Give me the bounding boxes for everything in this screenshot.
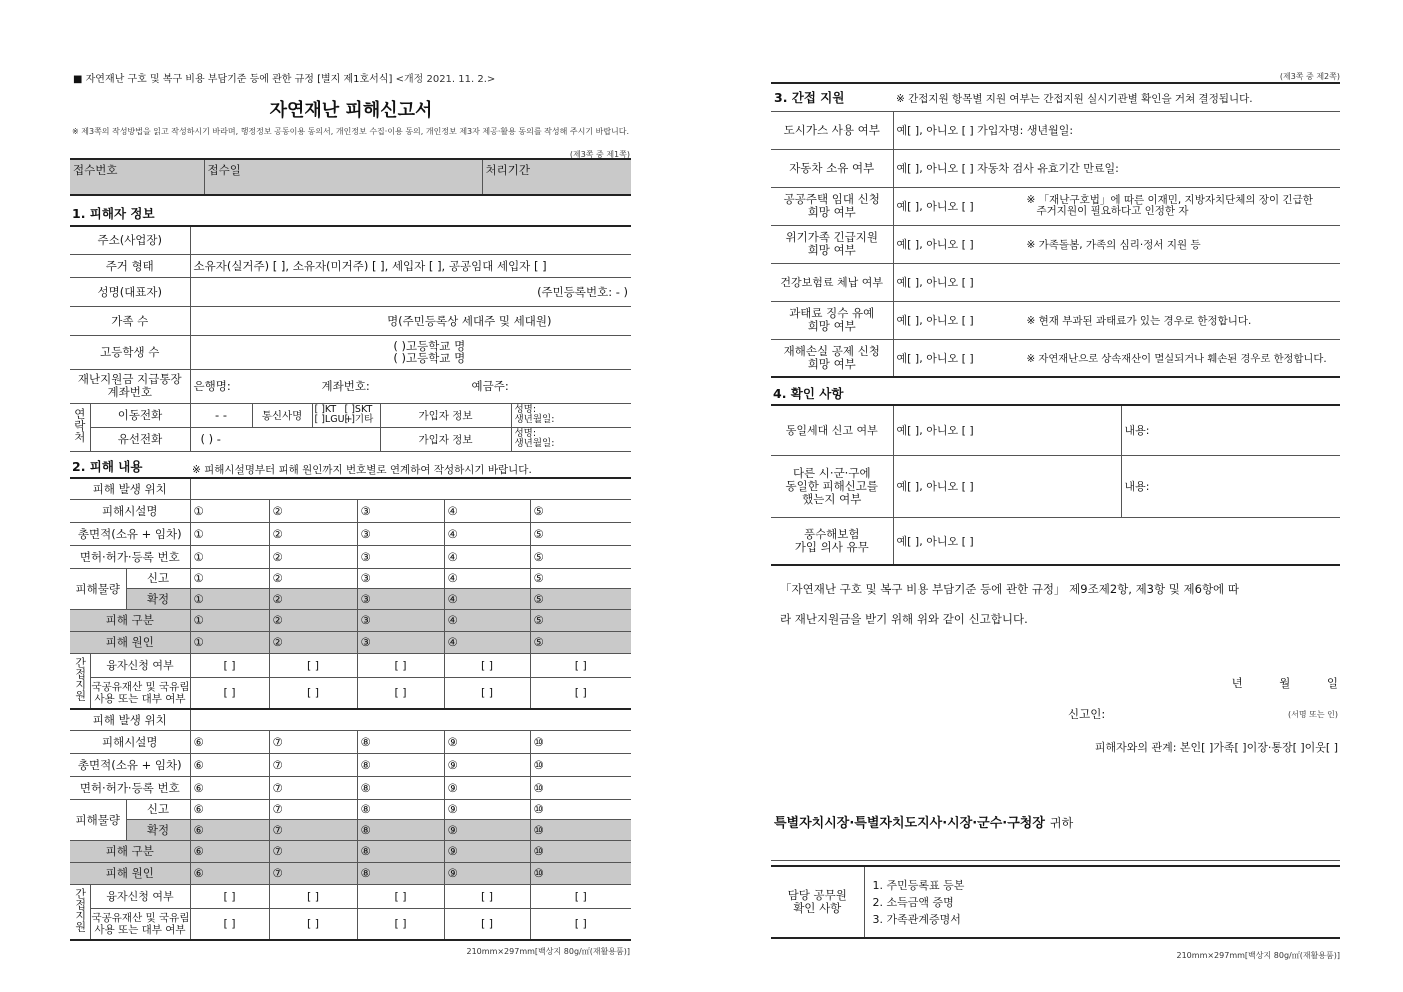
other-region-yn[interactable]: 예[ ], 아니오 [ ] [893,455,1121,517]
applicant-label: 신고인: [1068,707,1106,721]
crisis-label-1: 위기가족 긴급지원 [785,230,879,244]
loan-checkbox[interactable]: [ ] [357,653,444,677]
carrier-kt[interactable]: [ ]KT [314,404,337,415]
category-row-b-cell[interactable]: ⑦ [269,840,357,862]
mobile-field[interactable]: - - [190,403,252,427]
receipt-number[interactable]: 접수번호 [70,159,204,195]
page-number: (제3쪽 중 제1쪽) [569,150,630,159]
state-label-2: 사용 또는 대부 여부 [94,692,186,705]
qty-confirm-cell[interactable]: ⑥ [190,819,269,840]
family-label: 가족 수 [70,306,190,335]
license-row-b-cell[interactable]: ⑧ [357,776,444,799]
area-row-a-cell[interactable]: ① [190,522,269,545]
housing-note [1027,195,1313,217]
state-property-checkbox[interactable]: [ ] [530,677,631,709]
loan-row-b [70,884,631,908]
gas-label: 도시가스 사용 여부 [771,111,893,149]
category-row-a-cell[interactable]: ① [190,609,269,631]
facility-row-b-cell[interactable]: ⑧ [357,730,444,753]
mobile-label: 이동전화 [90,403,190,427]
area-row-a-cell[interactable]: ⑤ [530,522,631,545]
deduct-field[interactable] [893,339,1340,377]
subscriber-info-label: 가입자 정보 [380,403,511,427]
license-row-a-label: 면허·허가·등록 번호 [70,545,190,568]
loan-row-a [70,653,631,677]
deduct-label-2: 희망 여부 [807,356,856,371]
fine-field[interactable] [893,301,1340,339]
area-row-a-cell[interactable]: ② [269,522,357,545]
qty-report-cell[interactable]: ⑧ [357,799,444,819]
address-field[interactable] [190,226,631,254]
license-row-b-cell[interactable]: ⑦ [269,776,357,799]
state-label-1: 국공유재산 및 국유림 [91,680,190,693]
rrn-field[interactable]: (주민등록번호: - ) [190,277,631,306]
qty-confirm-cell[interactable]: ⑦ [269,819,357,840]
qty-report-cell[interactable]: ④ [444,568,530,588]
state-property-row-b [70,908,631,940]
cause-row-a-label: 피해 원인 [70,631,190,653]
landline-label: 유선전화 [90,427,190,451]
license-row-a-cell[interactable]: ④ [444,545,530,568]
subscriber-info-field-2[interactable] [511,427,631,451]
qty-report-cell[interactable]: ② [269,568,357,588]
category-row-b-cell[interactable]: ⑨ [444,840,530,862]
qty-confirm-cell[interactable]: ③ [357,588,444,609]
subscriber-birth: 생년월일: [514,414,555,425]
section-3-note: ※ 간접지원 항목별 지원 여부는 간접지원 실시기관별 확인을 거쳐 결정됩니다. [896,93,1253,106]
facility-row-a-label: 피해시설명 [70,499,190,522]
addressee [774,812,1073,831]
category-row-a-label: 피해 구분 [70,609,190,631]
relation-field[interactable]: 피해자와의 관계: 본인[ ]가족[ ]이장·통장[ ]이웃[ ] [1094,741,1338,754]
qty-report-cell[interactable]: ⑥ [190,799,269,819]
facility-row-b-cell[interactable]: ⑥ [190,730,269,753]
loan-checkbox[interactable]: [ ] [444,653,530,677]
form-ref-text: ■ 자연재난 구호 및 복구 비용 부담기준 등에 관한 규정 [별지 제1호서식] [73,74,393,85]
confirmation-table [771,404,1340,566]
contact-label [70,403,90,451]
housing-label-1: 공공주택 임대 신청 [783,192,880,206]
right-footer: 210mm×297mm[백상지 80g/㎡(재활용품)] [1176,951,1340,960]
contact-label-text: 연락처 [72,408,87,443]
deduct-note: ※ 자연재난으로 상속재산이 멸실되거나 훼손된 경우로 한정합니다. [1026,352,1327,365]
signing-date[interactable]: 년 월 일 [1231,676,1338,690]
category-row-a-cell[interactable]: ⑤ [530,609,631,631]
location-label: 피해 발생 위치 [70,709,190,730]
state-property-label [90,908,190,940]
indirect-label-text: 간접지원 [73,657,87,702]
loan-checkbox[interactable]: [ ] [190,653,269,677]
same-household-content[interactable]: 내용: [1121,405,1340,455]
crisis-note: ※ 가족돌봄, 가족의 심리·정서 지원 등 [1026,239,1201,251]
qty-report-cell[interactable]: ⑦ [269,799,357,819]
section-2-title: 2. 피해 내용 [72,459,143,474]
highschool-line-2: ( )고등학교 명 [393,351,466,365]
crisis-label [771,225,893,263]
carrier-label: 통신사명 [252,403,312,427]
category-row-a-cell[interactable]: ② [269,609,357,631]
carrier-etc[interactable]: [ ]기타 [344,414,374,425]
victim-info-table [70,225,631,452]
insurance-label [771,517,893,565]
state-label-2: 사용 또는 대부 여부 [94,923,186,936]
highschool-line-1: ( )고등학교 명 [393,339,466,353]
section-1-title: 1. 피해자 정보 [72,206,155,221]
receipt-table [70,158,631,196]
deduct-label [771,339,893,377]
residence-label: 주거 형태 [70,254,190,277]
deduct-yn[interactable]: 예[ ], 아니오 [ ] [896,351,974,365]
cause-row-a [70,631,631,653]
addressee-title: 특별자치시장·특별자치도지사·시장·군수·구청장 [774,816,1045,831]
carrier-lgu[interactable]: [ ]LGU+ [314,414,353,425]
location-row [70,478,631,499]
account-number: 계좌번호: [321,379,370,393]
section-3-title: 3. 간접 지원 [774,90,845,106]
qty-confirm-cell[interactable]: ⑩ [530,819,631,840]
category-row-b-label: 피해 구분 [70,840,190,862]
bank-label-line-1: 재난지원금 지급통장 [77,372,182,386]
subscriber-info-field[interactable] [511,403,631,427]
subscriber-info-label-2: 가입자 정보 [380,427,511,451]
crisis-field[interactable] [893,225,1340,263]
area-row-b-cell[interactable]: ⑧ [357,753,444,776]
qty-report-row-a [70,568,631,588]
receipt-date[interactable]: 접수일 [204,159,482,195]
loan-checkbox[interactable]: [ ] [357,884,444,908]
carrier-options[interactable] [312,403,380,427]
facility-row-a-cell[interactable]: ② [269,499,357,522]
qty-confirm-label: 확정 [126,588,190,609]
indirect-support-table [771,82,1340,378]
state-property-checkbox[interactable]: [ ] [444,908,530,940]
cause-row-a-cell[interactable]: ⑤ [530,631,631,653]
revision-date: <개정 2021. 11. 2.> [395,74,496,85]
facility-row-b-label: 피해시설명 [70,730,190,753]
other-region-label [771,455,893,517]
landline-field[interactable]: ( ) - [190,427,380,451]
state-property-checkbox[interactable]: [ ] [444,677,530,709]
indirect-label [70,653,90,709]
facility-row-b-cell[interactable]: ⑦ [269,730,357,753]
category-row-a-cell[interactable]: ③ [357,609,444,631]
license-row-b-cell[interactable]: ⑨ [444,776,530,799]
state-property-checkbox[interactable]: [ ] [190,908,269,940]
other-region-label-3: 했는지 여부 [802,491,862,506]
fine-label [771,301,893,339]
officer-label-2: 확인 사항 [793,901,842,915]
license-row-b-cell[interactable]: ⑩ [530,776,631,799]
instruction-notice: ※ 제3쪽의 작성방법을 읽고 작성하시기 바라며, 행정정보 공동이용 동의서, 개인정보 수집·이용 동의, 개인정보 제3자 제공·활용 동의를 작성해 주시기 바랍니다. [72,127,630,136]
housing-note-1: ※ 「재난구호법」에 따른 이재민, 지방자치단체의 장이 긴급한 [1026,194,1313,206]
cause-row-a-cell[interactable]: ① [190,631,269,653]
facility-row-a [70,499,631,522]
fine-label-2: 희망 여부 [807,319,856,333]
gas-field[interactable]: 예[ ], 아니오 [ ] 가입자명: 생년월일: [893,111,1340,149]
category-row-b-cell[interactable]: ⑩ [530,840,631,862]
housing-yn[interactable]: 예[ ], 아니오 [ ] [896,200,974,213]
form-reference [73,70,495,85]
loan-checkbox[interactable]: [ ] [444,884,530,908]
qty-label: 피해물량 [70,799,126,840]
location-field[interactable] [190,478,631,499]
qty-report-row-b [70,799,631,819]
license-row-a-cell[interactable]: ⑤ [530,545,631,568]
insurance-label-1: 풍수해보험 [803,526,860,541]
license-row-a-cell[interactable]: ③ [357,545,444,568]
car-field[interactable]: 예[ ], 아니오 [ ] 자동차 검사 유효기간 만료일: [893,149,1340,187]
facility-row-a-cell[interactable]: ④ [444,499,530,522]
qty-confirm-cell[interactable]: ⑤ [530,588,631,609]
insurance-yn[interactable]: 예[ ], 아니오 [ ] [893,517,1340,565]
state-property-checkbox[interactable]: [ ] [357,677,444,709]
state-property-row-a [70,677,631,709]
license-row-b [70,776,631,799]
section-4-title: 4. 확인 사항 [773,386,844,401]
license-row-a-cell[interactable]: ① [190,545,269,568]
qty-confirm-cell[interactable]: ④ [444,588,530,609]
qty-confirm-cell[interactable]: ② [269,588,357,609]
location-row [70,709,631,730]
declaration-line-1: 「자연재난 구호 및 복구 비용 부담기준 등에 관한 규정」 제9조제2항, 제3항 및 제6항에 따 [780,582,1239,596]
loan-checkbox[interactable]: [ ] [190,884,269,908]
qty-report-cell[interactable]: ⑩ [530,799,631,819]
cause-row-b-cell[interactable]: ⑨ [444,862,530,884]
cause-row-b-cell[interactable]: ⑩ [530,862,631,884]
qty-report-cell[interactable]: ③ [357,568,444,588]
loan-checkbox[interactable]: [ ] [530,653,631,677]
cause-row-b-cell[interactable]: ⑦ [269,862,357,884]
fine-label-1: 과태료 징수 유예 [789,306,875,320]
qty-confirm-row-b [70,819,631,840]
cause-row-a-cell[interactable]: ② [269,631,357,653]
facility-row-b [70,730,631,753]
bank-label-line-2: 계좌번호 [107,385,152,399]
insurance-label-2: 가입 의사 유무 [794,539,869,554]
area-row-a-label: 총면적(소유 + 임차) [70,522,190,545]
account-holder: 예금주: [471,379,509,393]
health-label: 건강보험료 체납 여부 [771,263,893,301]
area-row-b-cell[interactable]: ⑥ [190,753,269,776]
officer-label [771,866,864,938]
address-label: 주소(사업장) [70,226,190,254]
health-field[interactable]: 예[ ], 아니오 [ ] [893,263,1340,301]
area-row-b-cell[interactable]: ⑩ [530,753,631,776]
cause-row-b [70,862,631,884]
license-row-b-label: 면허·허가·등록 번호 [70,776,190,799]
qty-confirm-cell[interactable]: ⑧ [357,819,444,840]
state-property-checkbox[interactable]: [ ] [190,677,269,709]
cause-row-b-cell[interactable]: ⑧ [357,862,444,884]
cause-row-a-cell[interactable]: ④ [444,631,530,653]
deduct-label-1: 재해손실 공제 신청 [783,343,880,358]
qty-confirm-label: 확정 [126,819,190,840]
qty-report-label: 신고 [126,568,190,588]
crisis-yn[interactable]: 예[ ], 아니오 [ ] [896,238,974,251]
location-field[interactable] [190,709,631,730]
qty-report-cell[interactable]: ⑨ [444,799,530,819]
loan-checkbox[interactable]: [ ] [530,884,631,908]
fine-note: ※ 현재 부과된 과태료가 있는 경우로 한정합니다. [1026,315,1252,327]
left-footer: 210mm×297mm[백상지 80g/㎡(재활용품)] [466,947,630,956]
state-property-checkbox[interactable]: [ ] [269,908,357,940]
facility-row-b-cell[interactable]: ⑩ [530,730,631,753]
section-3-header [771,83,1340,111]
subscriber-birth-2: 생년월일: [514,438,555,449]
category-row-a-cell[interactable]: ④ [444,609,530,631]
category-row-b-cell[interactable]: ⑥ [190,840,269,862]
residence-options[interactable]: 소유자(실거주) [ ], 소유자(미거주) [ ], 세입자 [ ], 공공임대 세입자 [ ] [190,254,631,277]
same-household-yn[interactable]: 예[ ], 아니오 [ ] [893,405,1121,455]
qty-confirm-row-a [70,588,631,609]
category-row-b-cell[interactable]: ⑧ [357,840,444,862]
facility-row-a-cell[interactable]: ① [190,499,269,522]
damage-table [70,477,631,941]
housing-label-2: 희망 여부 [807,205,856,219]
page-number-2: (제3쪽 중 제2쪽) [1279,72,1340,81]
car-label: 자동차 소유 여부 [771,149,893,187]
housing-note-2: 주거지원이 필요하다고 인정한 자 [1036,205,1189,217]
area-row-b-label: 총면적(소유 + 임차) [70,753,190,776]
name-label: 성명(대표자) [70,277,190,306]
highschool-label: 고등학생 수 [70,335,190,369]
declaration-line-2: 라 재난지원금을 받기 위해 위와 같이 신고합니다. [780,612,1028,626]
facility-row-b-cell[interactable]: ⑨ [444,730,530,753]
fine-yn[interactable]: 예[ ], 아니오 [ ] [896,314,974,327]
state-property-checkbox[interactable]: [ ] [357,908,444,940]
area-row-a [70,522,631,545]
facility-row-a-cell[interactable]: ⑤ [530,499,631,522]
subscriber-name: 성명: [514,404,537,415]
indirect-label [70,884,90,940]
loan-label: 융자신청 여부 [90,884,190,908]
cause-row-b-cell[interactable]: ⑥ [190,862,269,884]
facility-row-a-cell[interactable]: ③ [357,499,444,522]
loan-checkbox[interactable]: [ ] [269,653,357,677]
area-row-a-cell[interactable]: ③ [357,522,444,545]
qty-confirm-cell[interactable]: ⑨ [444,819,530,840]
crisis-label-2: 희망 여부 [807,243,856,257]
addressee-suffix: 귀하 [1050,816,1074,830]
officer-label-1: 담당 공무원 [787,888,847,902]
officer-check-table [771,865,1340,939]
qty-report-label: 신고 [126,799,190,819]
processing-period: 처리기간 [482,159,631,195]
qty-label: 피해물량 [70,568,126,609]
cause-row-a-cell[interactable]: ③ [357,631,444,653]
divider [771,860,1340,861]
area-row-b-cell[interactable]: ⑦ [269,753,357,776]
state-property-checkbox[interactable]: [ ] [530,908,631,940]
loan-checkbox[interactable]: [ ] [269,884,357,908]
bank-account-label [70,369,190,403]
bank-name: 은행명: [193,379,231,393]
area-row-a-cell[interactable]: ④ [444,522,530,545]
state-property-label [90,677,190,709]
license-row-a [70,545,631,568]
indirect-label-text: 간접지원 [73,888,87,933]
carrier-skt[interactable]: [ ]SKT [344,404,373,415]
doc-item: 1. 주민등록표 등본 [872,878,965,892]
category-row-a [70,609,631,631]
bank-account-field[interactable] [190,369,631,403]
other-region-content[interactable]: 내용: [1121,455,1340,517]
section-2-note: ※ 피해시설명부터 피해 원인까지 번호별로 연계하여 작성하시기 바랍니다. [192,464,532,476]
loan-label: 융자신청 여부 [90,653,190,677]
category-row-b [70,840,631,862]
other-region-label-1: 다른 시·군·구에 [792,465,871,480]
highschool-field[interactable] [190,335,631,369]
form-title: 자연재난 피해신고서 [269,100,433,121]
doc-item: 3. 가족관계증명서 [872,912,961,926]
state-label-1: 국공유재산 및 국유림 [91,911,190,924]
license-row-a-cell[interactable]: ② [269,545,357,568]
area-row-b [70,753,631,776]
qty-report-cell[interactable]: ⑤ [530,568,631,588]
qty-confirm-cell[interactable]: ① [190,588,269,609]
cause-row-b-label: 피해 원인 [70,862,190,884]
state-property-checkbox[interactable]: [ ] [269,677,357,709]
same-household-label: 동일세대 신고 여부 [771,405,893,455]
other-region-label-2: 동일한 피해신고를 [785,478,879,493]
area-row-b-cell[interactable]: ⑨ [444,753,530,776]
family-field[interactable]: 명(주민등록상 세대주 및 세대원) [190,306,631,335]
location-label: 피해 발생 위치 [70,478,190,499]
subscriber-name-2: 성명: [514,428,537,439]
housing-label [771,187,893,225]
license-row-b-cell[interactable]: ⑥ [190,776,269,799]
doc-item: 2. 소득금액 증명 [872,895,954,909]
officer-docs [864,866,1340,938]
qty-report-cell[interactable]: ① [190,568,269,588]
housing-field[interactable] [893,187,1340,225]
signature-hint[interactable]: (서명 또는 인) [1288,710,1338,719]
